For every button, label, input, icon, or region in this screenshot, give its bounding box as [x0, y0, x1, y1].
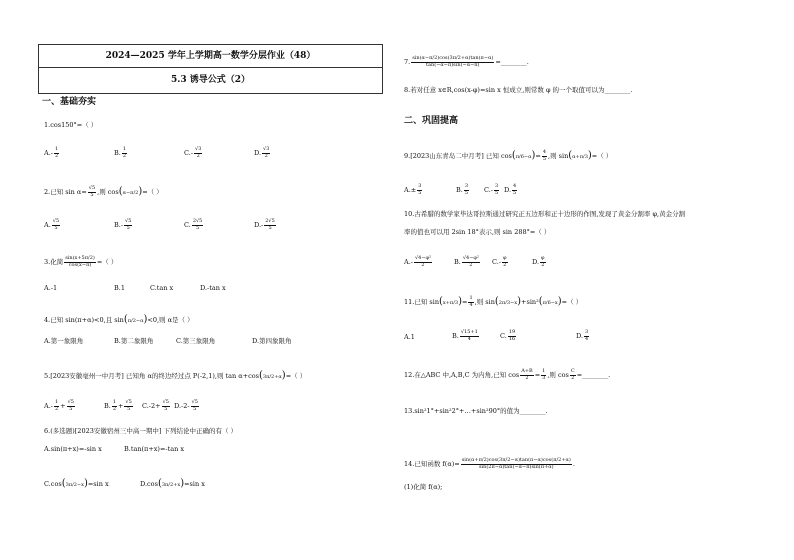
q3-option-b: B.1 — [114, 284, 125, 292]
q6-stem: 6.(多选题)[2023安徽宿州三中高一期中] 下列结论中正确的有（ ） — [44, 427, 238, 435]
q6-option-d: D.cos(3π/2+x)=sin x — [140, 478, 205, 489]
q1-option-c: C.- $\frac{√3}{2}$ — [184, 146, 202, 159]
q11-option-a: A.1 — [404, 333, 415, 341]
q10-option-a: A.- $\frac{\text{√4−φ²}}{2}$ — [404, 255, 432, 268]
q10-option-c: C.- $\frac{\varphi}{2}$ — [492, 255, 507, 268]
q11-stem: 11.已知 sin(x+π/3)= $\frac{1}{4}$ ,则 sin(2π/3−x)+sin²(π/6−x)=（ ） — [404, 295, 583, 308]
q1-option-b: B. $\frac{1}{2}$ — [114, 146, 127, 159]
q8-stem: 8.若对任意 x∈R,cos(x-φ)=sin x 恒成立,则常数 φ 的一个取值可以为________. — [404, 86, 633, 94]
section-heading-basic: 一、基础夯实 — [42, 97, 97, 107]
q4-option-c: C.第三象限角 — [176, 337, 216, 345]
q9-stem: 9.[2023山东青岛二中月考] 已知 cos(π/6−α)= $\frac{4}{5}$ ,则 sin(α+π/3)=（ ） — [404, 149, 613, 162]
q9-option-b: B. $\frac{3}{5}$ — [456, 183, 469, 196]
q2-stem: 2.已知 sin α= $\frac{√5}{5}$ ,则 cos(α−π/2)=（ ） — [44, 185, 163, 198]
header-box — [38, 44, 383, 94]
q5-option-b: B. $\frac{1}{2}$ + $\frac{√5}{5}$ — [104, 399, 132, 412]
q6-option-a: A.sin(π+x)=-sin x — [44, 445, 102, 453]
q4-option-a: A.第一象限角 — [44, 337, 84, 345]
page-title: 2024—2025 学年上学期高一数学分层作业（48） — [39, 45, 382, 68]
q5-option-d: D.-2- $\frac{√5}{5}$ — [174, 399, 198, 412]
q4-option-b: B.第二象限角 — [114, 337, 154, 345]
q5-stem: 5.[2023安徽亳州一中月考] 已知角 α的终边经过点 P(-2,1),则 tan α+cos(3π/2+α)=（ ） — [44, 370, 307, 381]
q6-option-b: B.tan(π+x)=-tan x — [124, 445, 185, 453]
q9-option-a: A.± $\frac{3}{5}$ — [404, 183, 422, 196]
q2-option-b: B.- $\frac{√5}{5}$ — [114, 218, 132, 231]
q9-option-d: D. $\frac{4}{5}$ — [504, 183, 517, 196]
q12-stem: 12.在△ABC 中,A,B,C 为内角,已知 cos $\frac{A+B}{2}$ = $\frac{1}{3}$ ,则 cos $\frac{C}{2}$ =________. — [404, 368, 611, 381]
q11-option-c: C. $\frac{19}{16}$ — [500, 329, 516, 342]
q14-stem: 14.已知函数 f(α)= $\frac{\sin(\alpha+\pi/2)\cos(3\pi/2-\alpha)\tan(\pi-\alpha)\cos(\pi/2+\alpha)}{\sin(2\pi-\alpha)\tan(-\alpha-\pi)\sin(\pi+\alpha)}$ . — [404, 457, 575, 470]
q5-option-c: C.-2+ $\frac{√5}{5}$ — [142, 399, 169, 412]
q10-stem-line1: 10.古希腊的数学家毕达哥拉斯通过研究正五边形和正十边形的作图,发现了黄金分割率 φ,黄金分割 — [404, 210, 686, 218]
q7-stem: 7. $\frac{\sin(\alpha-\pi/2)\cos(3\pi/2+\alpha)\tan(\pi-\alpha)}{\tan(-\alpha-\pi)\sin(-\alpha-\pi)}$ =________. — [404, 55, 529, 68]
q13-stem: 13.sin²1°+sin²2°+…+sin²90°的值为________. — [404, 407, 548, 415]
q10-option-d: D. $\frac{\varphi}{2}$ — [532, 255, 545, 268]
q3-option-a: A.-1 — [44, 284, 58, 292]
q3-option-c: C.tan x — [150, 284, 174, 292]
q2-option-c: C. $\frac{2√5}{5}$ — [184, 218, 203, 231]
q4-option-d: D.第四象限角 — [252, 337, 292, 345]
lesson-subtitle: 5.3 诱导公式（2） — [170, 75, 251, 85]
section-heading-advanced: 二、巩固提高 — [404, 116, 459, 126]
q9-option-c: C.- $\frac{3}{5}$ — [484, 183, 499, 196]
q10-option-b: B. $\frac{\text{√4−φ²}}{2}$ — [454, 255, 479, 268]
q3-option-d: D.-tan x — [200, 284, 226, 292]
q11-option-b: B. $\frac{√15+1}{4}$ — [452, 329, 478, 342]
q4-stem: 4.已知 sin(π+α)<0,且 sin(π/2−α)<0,则 α是（ ） — [44, 314, 194, 325]
q2-option-a: A. $\frac{√5}{5}$ — [44, 218, 60, 231]
q1-stem: 1.cos150°=（ ） — [44, 121, 98, 129]
q3-stem: 3.化简 $\frac{\sin(x+5\pi/2)}{\cos(x-\pi)}$ =（ ） — [44, 255, 118, 268]
q6-option-c: C.cos(3π/2−x)=sin x — [44, 478, 109, 489]
q11-option-d: D. $\frac{3}{4}$ — [576, 329, 589, 342]
q5-option-a: A.- $\frac{1}{2}$ + $\frac{√5}{5}$ — [44, 399, 74, 412]
q14-sub-1: (1)化简 f(α); — [404, 483, 443, 491]
q10-stem-line2: 率的值也可以用 2sin 18°表示,则 sin 288°=（ ） — [404, 228, 551, 236]
q1-option-a: A.- $\frac{1}{2}$ — [44, 146, 59, 159]
q2-option-d: D.- $\frac{2√5}{5}$ — [254, 218, 275, 231]
q1-option-d: D. $\frac{√3}{2}$ — [254, 146, 270, 159]
